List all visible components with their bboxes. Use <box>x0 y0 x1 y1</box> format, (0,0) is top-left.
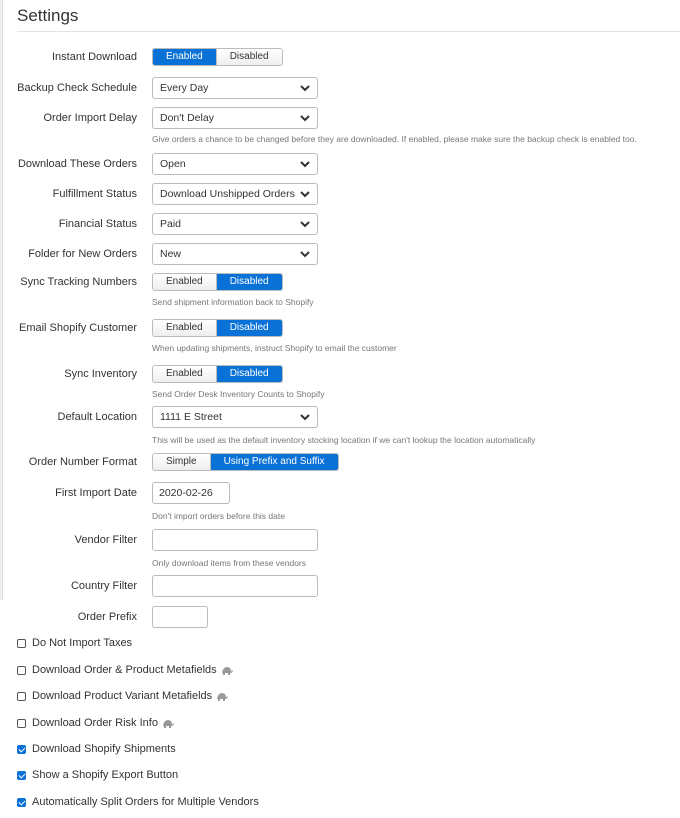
checkbox-item[interactable] <box>17 637 132 649</box>
import-delay-help: Give orders a chance to be changed before they are downloaded. If enabled, please make sure the backup check is enabled too. <box>152 134 637 144</box>
checkbox-item[interactable] <box>17 664 233 676</box>
chevron-down-icon <box>299 188 311 200</box>
checkbox[interactable] <box>17 771 26 780</box>
sync-tracking-toggle <box>152 273 283 291</box>
instant-download-option-enabled[interactable]: Enabled <box>153 49 216 65</box>
first-import-input[interactable]: 2020-02-26 <box>152 482 230 504</box>
row-fulfillment <box>0 183 680 205</box>
financial-value: Paid <box>160 218 182 230</box>
row-backup-check <box>0 77 680 99</box>
checkbox-label: Show a Shopify Export Button <box>32 769 179 781</box>
instant-download-label: Instant Download <box>52 51 137 63</box>
checkbox[interactable] <box>17 692 26 701</box>
first-import-label: First Import Date <box>55 487 137 499</box>
turtle-slow-icon <box>216 692 228 701</box>
checkbox-label: Download Order & Product Metafields <box>32 664 217 676</box>
chevron-down-icon <box>299 158 311 170</box>
row-financial <box>0 213 680 235</box>
sync-inventory-toggle <box>152 365 283 383</box>
instant-download-toggle <box>152 48 283 66</box>
row-default-location <box>0 406 680 428</box>
checkbox[interactable] <box>17 745 26 754</box>
folder-value: New <box>160 248 182 260</box>
email-customer-toggle <box>152 319 283 337</box>
order-number-format-toggle <box>152 453 339 471</box>
order-prefix-label: Order Prefix <box>77 611 137 623</box>
sync-tracking-label: Sync Tracking Numbers <box>20 276 137 288</box>
sync-tracking-help: Send shipment information back to Shopify <box>152 297 314 307</box>
sync-inventory-option-disabled[interactable]: Disabled <box>216 366 282 382</box>
import-delay-value: Don't Delay <box>160 112 214 124</box>
default-location-select[interactable] <box>152 406 318 428</box>
backup-check-label: Backup Check Schedule <box>17 82 137 94</box>
folder-label: Folder for New Orders <box>28 248 137 260</box>
folder-select[interactable] <box>152 243 318 265</box>
download-orders-value: Open <box>160 158 186 170</box>
checkbox-label: Download Product Variant Metafields <box>32 690 213 702</box>
default-location-value: 1111 E Street <box>160 411 222 423</box>
checkbox[interactable] <box>17 719 26 728</box>
checkbox-item[interactable] <box>17 717 174 729</box>
import-delay-select[interactable] <box>152 107 318 129</box>
checkbox-item[interactable] <box>17 796 259 808</box>
checkbox-label: Automatically Split Orders for Multiple Vendors <box>32 796 259 808</box>
chevron-down-icon <box>299 112 311 124</box>
row-import-delay <box>0 107 680 129</box>
email-customer-label: Email Shopify Customer <box>19 322 137 334</box>
email-customer-option-enabled[interactable]: Enabled <box>153 320 216 336</box>
order-number-format-option-using-prefix-and-suffix[interactable]: Using Prefix and Suffix <box>210 454 338 470</box>
order-number-format-option-simple[interactable]: Simple <box>153 454 210 470</box>
order-number-format-label: Order Number Format <box>28 456 137 468</box>
sync-tracking-option-disabled[interactable]: Disabled <box>216 274 282 290</box>
checkbox[interactable] <box>17 639 26 648</box>
country-filter-input[interactable] <box>152 575 318 597</box>
financial-select[interactable] <box>152 213 318 235</box>
chevron-down-icon <box>299 218 311 230</box>
sync-inventory-option-enabled[interactable]: Enabled <box>153 366 216 382</box>
first-import-help: Don't import orders before this date <box>152 511 285 521</box>
download-orders-label: Download These Orders <box>17 158 137 170</box>
sync-inventory-help: Send Order Desk Inventory Counts to Shopify <box>152 389 325 399</box>
checkbox-label: Do Not Import Taxes <box>32 637 133 649</box>
checkbox-item[interactable] <box>17 769 178 781</box>
fulfillment-select[interactable] <box>152 183 318 205</box>
checkbox[interactable] <box>17 666 26 675</box>
row-folder <box>0 243 680 265</box>
vendor-filter-label: Vendor Filter <box>74 534 137 546</box>
checkbox-label: Download Shopify Shipments <box>32 743 176 755</box>
divider <box>17 31 680 32</box>
turtle-slow-icon <box>221 666 233 675</box>
fulfillment-value: Download Unshipped Orders <box>160 188 295 200</box>
vendor-filter-help: Only download items from these vendors <box>152 558 307 568</box>
default-location-label: Default Location <box>57 411 137 423</box>
email-customer-option-disabled[interactable]: Disabled <box>216 320 282 336</box>
checkbox[interactable] <box>17 798 26 807</box>
page-title: Settings <box>17 6 79 25</box>
checkbox-item[interactable] <box>17 690 228 702</box>
backup-check-select[interactable] <box>152 77 318 99</box>
vendor-filter-input[interactable] <box>152 529 318 551</box>
order-prefix-input[interactable] <box>152 606 208 628</box>
financial-label: Financial Status <box>58 218 137 230</box>
chevron-down-icon <box>299 248 311 260</box>
checkbox-item[interactable] <box>17 743 176 755</box>
chevron-down-icon <box>299 82 311 94</box>
sync-tracking-option-enabled[interactable]: Enabled <box>153 274 216 290</box>
turtle-slow-icon <box>162 719 174 728</box>
chevron-down-icon <box>299 411 311 423</box>
email-customer-help: When updating shipments, instruct Shopify to email the customer <box>152 343 397 353</box>
backup-check-value: Every Day <box>160 82 209 94</box>
default-location-help: This will be used as the default inventory stocking location if we can't lookup the location automatically <box>152 435 536 445</box>
download-orders-select[interactable] <box>152 153 318 175</box>
instant-download-option-disabled[interactable]: Disabled <box>216 49 282 65</box>
sync-inventory-label: Sync Inventory <box>64 368 137 380</box>
row-download-orders <box>0 153 680 175</box>
fulfillment-label: Fulfillment Status <box>52 188 137 200</box>
country-filter-label: Country Filter <box>70 580 137 592</box>
checkbox-label: Download Order Risk Info <box>32 717 158 729</box>
import-delay-label: Order Import Delay <box>43 112 137 124</box>
